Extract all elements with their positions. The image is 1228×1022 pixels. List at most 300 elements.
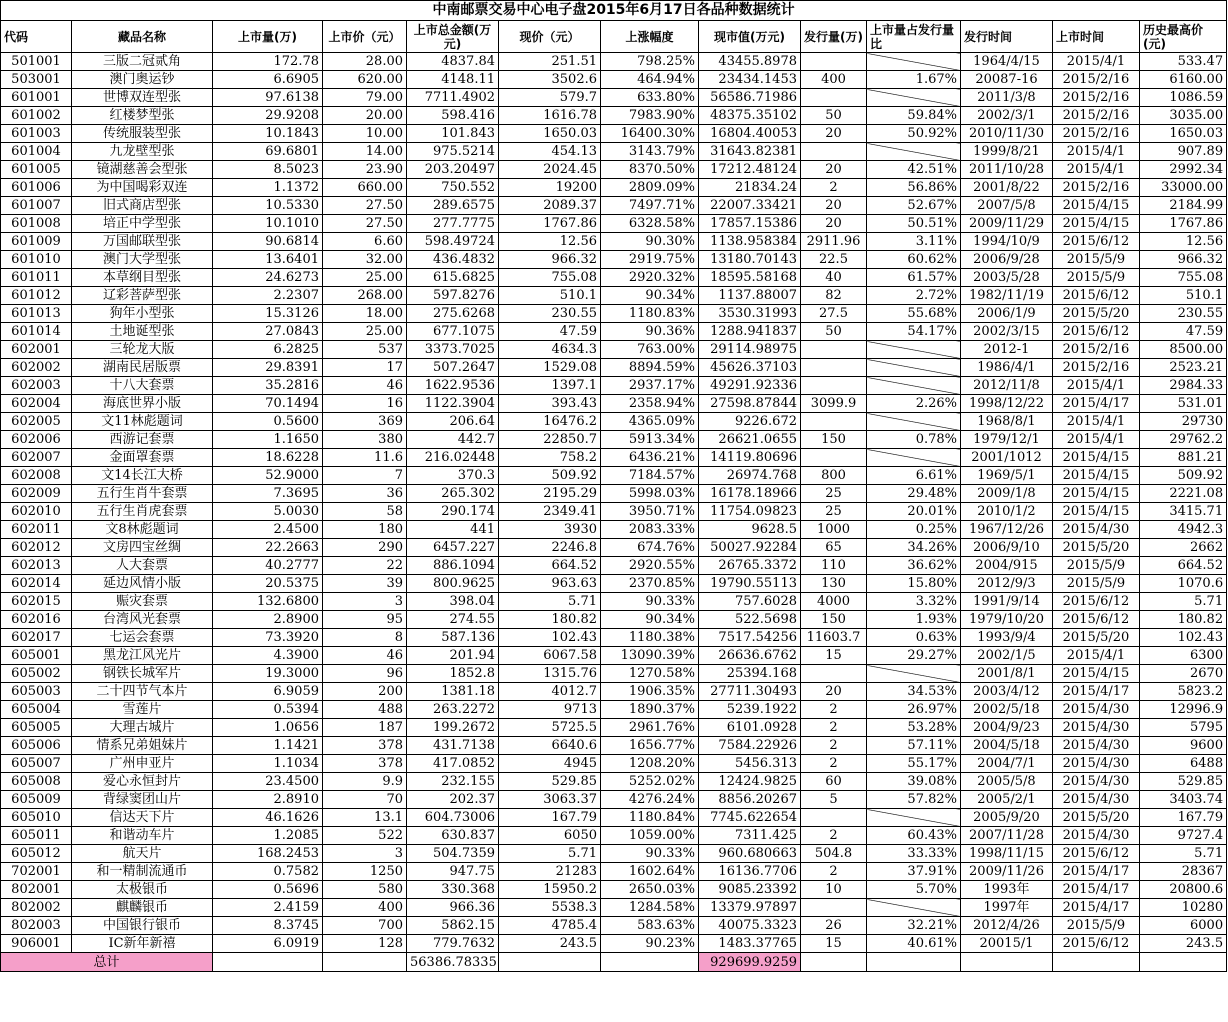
total-empty-cell [867, 953, 961, 972]
listed-price-cell: 27.50 [323, 197, 407, 215]
highest-price-cell: 167.79 [1140, 809, 1227, 827]
market-value-cell: 522.5698 [699, 611, 801, 629]
issue-qty-cell [801, 899, 867, 917]
ratio-cell: 3.11% [867, 233, 961, 251]
listed-qty-cell: 19.3000 [213, 665, 323, 683]
issue-date-cell: 1968/8/1 [961, 413, 1053, 431]
market-value-cell: 7311.425 [699, 827, 801, 845]
current-price-cell: 5.71 [499, 845, 601, 863]
listed-price-cell: 8 [323, 629, 407, 647]
highest-price-cell: 529.85 [1140, 773, 1227, 791]
listed-amount-cell: 289.6575 [407, 197, 499, 215]
current-price-cell: 529.85 [499, 773, 601, 791]
table-row [1, 827, 1227, 845]
rise-cell: 5913.34% [601, 431, 699, 449]
listed-price-cell: 537 [323, 341, 407, 359]
highest-price-cell: 9727.4 [1140, 827, 1227, 845]
listing-date-cell: 2015/4/30 [1053, 827, 1140, 845]
highest-price-cell: 664.52 [1140, 557, 1227, 575]
rise-cell: 8894.59% [601, 359, 699, 377]
market-value-cell: 18595.58168 [699, 269, 801, 287]
name-cell: 二十四节气本片 [72, 683, 213, 701]
ratio-cell [867, 809, 961, 827]
listed-qty-cell: 40.2777 [213, 557, 323, 575]
name-cell: 九龙壁型张 [72, 143, 213, 161]
listed-qty-cell: 13.6401 [213, 251, 323, 269]
highest-price-cell: 9600 [1140, 737, 1227, 755]
name-cell: 五行生肖牛套票 [72, 485, 213, 503]
market-value-cell: 16136.7706 [699, 863, 801, 881]
highest-price-cell: 2184.99 [1140, 197, 1227, 215]
issue-qty-cell: 20 [801, 215, 867, 233]
issue-date-cell: 1969/5/1 [961, 467, 1053, 485]
current-price-cell: 755.08 [499, 269, 601, 287]
issue-qty-cell: 3099.9 [801, 395, 867, 413]
issue-qty-cell: 20 [801, 683, 867, 701]
listed-price-cell: 522 [323, 827, 407, 845]
name-cell: 黑龙江风光片 [72, 647, 213, 665]
table-row [1, 521, 1227, 539]
highest-price-cell: 533.47 [1140, 53, 1227, 71]
issue-date-cell: 2005/2/1 [961, 791, 1053, 809]
listed-amount-cell: 1622.9536 [407, 377, 499, 395]
table-row [1, 413, 1227, 431]
name-cell: 湖南民居版票 [72, 359, 213, 377]
market-value-cell: 13379.97897 [699, 899, 801, 917]
highest-price-cell: 230.55 [1140, 305, 1227, 323]
rise-cell: 2920.32% [601, 269, 699, 287]
ratio-cell [867, 899, 961, 917]
listed-qty-cell: 2.8900 [213, 611, 323, 629]
listed-amount-cell: 101.843 [407, 125, 499, 143]
highest-price-cell: 881.21 [1140, 449, 1227, 467]
issue-qty-cell: 130 [801, 575, 867, 593]
highest-price-cell: 6300 [1140, 647, 1227, 665]
highest-price-cell: 8500.00 [1140, 341, 1227, 359]
rise-cell: 6436.21% [601, 449, 699, 467]
name-cell: 红楼梦型张 [72, 107, 213, 125]
table-title: 中南邮票交易中心电子盘2015年6月17日各品种数据统计 [1, 1, 1227, 21]
listed-price-cell: 32.00 [323, 251, 407, 269]
market-value-cell: 19790.55113 [699, 575, 801, 593]
name-cell: 太极银币 [72, 881, 213, 899]
rise-cell: 2961.76% [601, 719, 699, 737]
listed-price-cell: 488 [323, 701, 407, 719]
code-cell: 601010 [1, 251, 72, 269]
market-value-cell: 7745.622654 [699, 809, 801, 827]
market-value-cell: 1288.941837 [699, 323, 801, 341]
code-cell: 601001 [1, 89, 72, 107]
rise-cell: 763.00% [601, 341, 699, 359]
code-cell: 503001 [1, 71, 72, 89]
rise-cell: 8370.50% [601, 161, 699, 179]
issue-date-cell: 1979/12/1 [961, 431, 1053, 449]
code-cell: 602015 [1, 593, 72, 611]
issue-date-cell: 2011/10/28 [961, 161, 1053, 179]
listed-price-cell: 580 [323, 881, 407, 899]
listed-amount-cell: 800.9625 [407, 575, 499, 593]
issue-qty-cell: 20 [801, 161, 867, 179]
rise-cell: 2809.09% [601, 179, 699, 197]
listed-price-cell: 14.00 [323, 143, 407, 161]
name-cell: 文11林彪题词 [72, 413, 213, 431]
listing-date-cell: 2015/5/9 [1053, 269, 1140, 287]
code-cell: 602001 [1, 341, 72, 359]
listing-date-cell: 2015/4/15 [1053, 485, 1140, 503]
highest-price-cell: 12996.9 [1140, 701, 1227, 719]
issue-qty-cell: 2 [801, 755, 867, 773]
listed-amount-cell: 436.4832 [407, 251, 499, 269]
code-cell: 601007 [1, 197, 72, 215]
highest-price-cell: 5795 [1140, 719, 1227, 737]
ratio-cell: 29.27% [867, 647, 961, 665]
ratio-cell: 61.57% [867, 269, 961, 287]
table-row [1, 917, 1227, 935]
name-cell: 旧式商店型张 [72, 197, 213, 215]
name-cell: 十八大套票 [72, 377, 213, 395]
name-cell: 情系兄弟姐妹片 [72, 737, 213, 755]
listed-amount-cell: 4148.11 [407, 71, 499, 89]
listing-date-cell: 2015/4/30 [1053, 737, 1140, 755]
market-value-cell: 9628.5 [699, 521, 801, 539]
table-row [1, 143, 1227, 161]
table-row [1, 233, 1227, 251]
issue-qty-cell: 2 [801, 863, 867, 881]
listed-qty-cell: 52.9000 [213, 467, 323, 485]
total-label: 总计 [1, 953, 213, 972]
market-value-cell: 29114.98975 [699, 341, 801, 359]
current-price-cell: 16476.2 [499, 413, 601, 431]
highest-price-cell: 33000.00 [1140, 179, 1227, 197]
code-cell: 802003 [1, 917, 72, 935]
table-row [1, 665, 1227, 683]
listed-qty-cell: 168.2453 [213, 845, 323, 863]
listing-date-cell: 2015/6/12 [1053, 845, 1140, 863]
listed-price-cell: 180 [323, 521, 407, 539]
issue-qty-cell: 25 [801, 503, 867, 521]
code-cell: 601002 [1, 107, 72, 125]
rise-cell: 633.80% [601, 89, 699, 107]
code-cell: 601005 [1, 161, 72, 179]
listed-amount-cell: 504.7359 [407, 845, 499, 863]
listed-amount-cell: 199.2672 [407, 719, 499, 737]
listed-qty-cell: 0.5696 [213, 881, 323, 899]
listed-amount-cell: 7711.4902 [407, 89, 499, 107]
market-value-cell: 43455.8978 [699, 53, 801, 71]
current-price-cell: 180.82 [499, 611, 601, 629]
listed-price-cell: 79.00 [323, 89, 407, 107]
listed-amount-cell: 370.3 [407, 467, 499, 485]
column-header: 发行时间 [961, 21, 1053, 53]
table-row [1, 125, 1227, 143]
name-cell: 文8林彪题词 [72, 521, 213, 539]
issue-qty-cell: 15 [801, 935, 867, 953]
ratio-cell: 50.51% [867, 215, 961, 233]
listed-price-cell: 200 [323, 683, 407, 701]
market-value-cell: 3530.31993 [699, 305, 801, 323]
issue-date-cell: 2001/1012 [961, 449, 1053, 467]
issue-qty-cell: 110 [801, 557, 867, 575]
listing-date-cell: 2015/4/30 [1053, 755, 1140, 773]
current-price-cell: 664.52 [499, 557, 601, 575]
ratio-cell: 0.78% [867, 431, 961, 449]
market-value-cell: 45626.37103 [699, 359, 801, 377]
listing-date-cell: 2015/2/16 [1053, 71, 1140, 89]
name-cell: 雪莲片 [72, 701, 213, 719]
issue-date-cell: 2001/8/1 [961, 665, 1053, 683]
listed-qty-cell: 27.0843 [213, 323, 323, 341]
rise-cell: 2919.75% [601, 251, 699, 269]
listed-qty-cell: 1.1650 [213, 431, 323, 449]
issue-qty-cell: 60 [801, 773, 867, 791]
ratio-cell [867, 413, 961, 431]
issue-date-cell: 1979/10/20 [961, 611, 1053, 629]
listing-date-cell: 2015/4/30 [1053, 773, 1140, 791]
market-value-cell: 1138.958384 [699, 233, 801, 251]
code-cell: 602010 [1, 503, 72, 521]
rise-cell: 1284.58% [601, 899, 699, 917]
table-row [1, 773, 1227, 791]
table-row [1, 287, 1227, 305]
name-cell: 人大套票 [72, 557, 213, 575]
listing-date-cell: 2015/2/16 [1053, 341, 1140, 359]
rise-cell: 2358.94% [601, 395, 699, 413]
issue-qty-cell: 1000 [801, 521, 867, 539]
name-cell: 航天片 [72, 845, 213, 863]
listed-amount-cell: 3373.7025 [407, 341, 499, 359]
market-value-cell: 25394.168 [699, 665, 801, 683]
current-price-cell: 3930 [499, 521, 601, 539]
current-price-cell: 2024.45 [499, 161, 601, 179]
total-empty-cell [1053, 953, 1140, 972]
ratio-cell: 57.82% [867, 791, 961, 809]
issue-date-cell: 2010/1/2 [961, 503, 1053, 521]
market-value-cell: 960.680663 [699, 845, 801, 863]
issue-qty-cell [801, 377, 867, 395]
current-price-cell: 454.13 [499, 143, 601, 161]
listed-price-cell: 187 [323, 719, 407, 737]
ratio-cell: 26.97% [867, 701, 961, 719]
table-row [1, 395, 1227, 413]
market-value-cell: 5239.1922 [699, 701, 801, 719]
listed-qty-cell: 6.9059 [213, 683, 323, 701]
listed-amount-cell: 203.20497 [407, 161, 499, 179]
listing-date-cell: 2015/4/17 [1053, 683, 1140, 701]
ratio-cell [867, 53, 961, 71]
current-price-cell: 3063.37 [499, 791, 601, 809]
ratio-cell: 40.61% [867, 935, 961, 953]
highest-price-cell: 2662 [1140, 539, 1227, 557]
code-cell: 601014 [1, 323, 72, 341]
table-row [1, 269, 1227, 287]
code-cell: 602002 [1, 359, 72, 377]
code-cell: 605004 [1, 701, 72, 719]
current-price-cell: 5725.5 [499, 719, 601, 737]
listed-amount-cell: 265.302 [407, 485, 499, 503]
listing-date-cell: 2015/5/20 [1053, 629, 1140, 647]
ratio-cell: 34.26% [867, 539, 961, 557]
market-value-cell: 16804.40053 [699, 125, 801, 143]
table-row [1, 161, 1227, 179]
listing-date-cell: 2015/4/17 [1053, 863, 1140, 881]
listed-price-cell: 36 [323, 485, 407, 503]
table-row [1, 197, 1227, 215]
ratio-cell: 15.80% [867, 575, 961, 593]
highest-price-cell: 2221.08 [1140, 485, 1227, 503]
listing-date-cell: 2015/4/30 [1053, 701, 1140, 719]
listing-date-cell: 2015/5/20 [1053, 809, 1140, 827]
issue-date-cell: 2005/9/20 [961, 809, 1053, 827]
market-value-cell: 8856.20267 [699, 791, 801, 809]
listed-price-cell: 23.90 [323, 161, 407, 179]
name-cell: 钢铁长城军片 [72, 665, 213, 683]
listed-amount-cell: 598.416 [407, 107, 499, 125]
listed-amount-cell: 966.36 [407, 899, 499, 917]
listed-qty-cell: 132.6800 [213, 593, 323, 611]
listing-date-cell: 2015/2/16 [1053, 359, 1140, 377]
listed-price-cell: 268.00 [323, 287, 407, 305]
rise-cell: 3143.79% [601, 143, 699, 161]
rise-cell: 7497.71% [601, 197, 699, 215]
current-price-cell: 6050 [499, 827, 601, 845]
listed-price-cell: 1250 [323, 863, 407, 881]
code-cell: 601009 [1, 233, 72, 251]
issue-date-cell: 2012-1 [961, 341, 1053, 359]
rise-cell: 90.34% [601, 287, 699, 305]
ratio-cell: 60.62% [867, 251, 961, 269]
rise-cell: 90.33% [601, 593, 699, 611]
table-row [1, 431, 1227, 449]
code-cell: 702001 [1, 863, 72, 881]
rise-cell: 3950.71% [601, 503, 699, 521]
listing-date-cell: 2015/5/20 [1053, 539, 1140, 557]
listed-qty-cell: 20.5375 [213, 575, 323, 593]
highest-price-cell: 510.1 [1140, 287, 1227, 305]
market-value-cell: 56586.71986 [699, 89, 801, 107]
rise-cell: 6328.58% [601, 215, 699, 233]
table-row [1, 449, 1227, 467]
highest-price-cell: 2523.21 [1140, 359, 1227, 377]
issue-date-cell: 2006/9/10 [961, 539, 1053, 557]
current-price-cell: 47.59 [499, 323, 601, 341]
listing-date-cell: 2015/6/12 [1053, 611, 1140, 629]
issue-qty-cell: 2 [801, 737, 867, 755]
listed-amount-cell: 441 [407, 521, 499, 539]
current-price-cell: 1529.08 [499, 359, 601, 377]
listed-price-cell: 9.9 [323, 773, 407, 791]
code-cell: 602004 [1, 395, 72, 413]
listed-price-cell: 58 [323, 503, 407, 521]
listing-date-cell: 2015/4/17 [1053, 881, 1140, 899]
ratio-cell [867, 359, 961, 377]
listed-qty-cell: 10.5330 [213, 197, 323, 215]
code-cell: 602012 [1, 539, 72, 557]
rise-cell: 1208.20% [601, 755, 699, 773]
listed-amount-cell: 274.55 [407, 611, 499, 629]
name-cell: 传统服装型张 [72, 125, 213, 143]
issue-date-cell: 2009/11/26 [961, 863, 1053, 881]
listing-date-cell: 2015/2/16 [1053, 107, 1140, 125]
table-row [1, 305, 1227, 323]
listed-amount-cell: 263.2272 [407, 701, 499, 719]
table-row [1, 737, 1227, 755]
issue-date-cell: 2002/1/5 [961, 647, 1053, 665]
ratio-cell [867, 665, 961, 683]
issue-qty-cell [801, 413, 867, 431]
market-value-cell: 5456.313 [699, 755, 801, 773]
highest-price-cell: 29762.2 [1140, 431, 1227, 449]
ratio-cell: 55.17% [867, 755, 961, 773]
market-value-cell: 7584.22926 [699, 737, 801, 755]
issue-qty-cell: 150 [801, 611, 867, 629]
ratio-cell [867, 143, 961, 161]
listing-date-cell: 2015/5/9 [1053, 557, 1140, 575]
code-cell: 802001 [1, 881, 72, 899]
code-cell: 802002 [1, 899, 72, 917]
listed-price-cell: 28.00 [323, 53, 407, 71]
current-price-cell: 22850.7 [499, 431, 601, 449]
ratio-cell: 36.62% [867, 557, 961, 575]
listing-date-cell: 2015/5/20 [1053, 305, 1140, 323]
issue-date-cell: 2004/915 [961, 557, 1053, 575]
rise-cell: 90.34% [601, 611, 699, 629]
current-price-cell: 251.51 [499, 53, 601, 71]
listed-qty-cell: 10.1843 [213, 125, 323, 143]
total-amount: 56386.78335 [407, 953, 499, 972]
listed-price-cell: 290 [323, 539, 407, 557]
listed-price-cell: 378 [323, 755, 407, 773]
highest-price-cell: 966.32 [1140, 251, 1227, 269]
listed-amount-cell: 1381.18 [407, 683, 499, 701]
name-cell: IC新年新禧 [72, 935, 213, 953]
highest-price-cell: 5.71 [1140, 845, 1227, 863]
listed-price-cell: 22 [323, 557, 407, 575]
current-price-cell: 9713 [499, 701, 601, 719]
market-value-cell: 16178.18966 [699, 485, 801, 503]
name-cell: 广州申亚片 [72, 755, 213, 773]
ratio-cell [867, 341, 961, 359]
current-price-cell: 167.79 [499, 809, 601, 827]
listing-date-cell: 2015/6/12 [1053, 287, 1140, 305]
rise-cell: 1890.37% [601, 701, 699, 719]
listed-qty-cell: 2.2307 [213, 287, 323, 305]
listed-qty-cell: 1.1421 [213, 737, 323, 755]
code-cell: 605003 [1, 683, 72, 701]
ratio-cell: 54.17% [867, 323, 961, 341]
name-cell: 海底世界小版 [72, 395, 213, 413]
issue-date-cell: 1993/9/4 [961, 629, 1053, 647]
market-value-cell: 7517.54256 [699, 629, 801, 647]
issue-date-cell: 1999/8/21 [961, 143, 1053, 161]
rise-cell: 1656.77% [601, 737, 699, 755]
table-row [1, 485, 1227, 503]
listed-amount-cell: 947.75 [407, 863, 499, 881]
listed-qty-cell: 90.6814 [213, 233, 323, 251]
market-value-cell: 27598.87844 [699, 395, 801, 413]
table-row [1, 359, 1227, 377]
column-header: 现价（元） [499, 21, 601, 53]
name-cell: 培正中学型张 [72, 215, 213, 233]
issue-qty-cell: 5 [801, 791, 867, 809]
table-row [1, 467, 1227, 485]
listed-price-cell: 380 [323, 431, 407, 449]
current-price-cell: 21283 [499, 863, 601, 881]
ratio-cell: 3.32% [867, 593, 961, 611]
column-header: 上市量占发行量比 [867, 21, 961, 53]
market-value-cell: 757.6028 [699, 593, 801, 611]
market-value-cell: 48375.35102 [699, 107, 801, 125]
listed-qty-cell: 1.1372 [213, 179, 323, 197]
